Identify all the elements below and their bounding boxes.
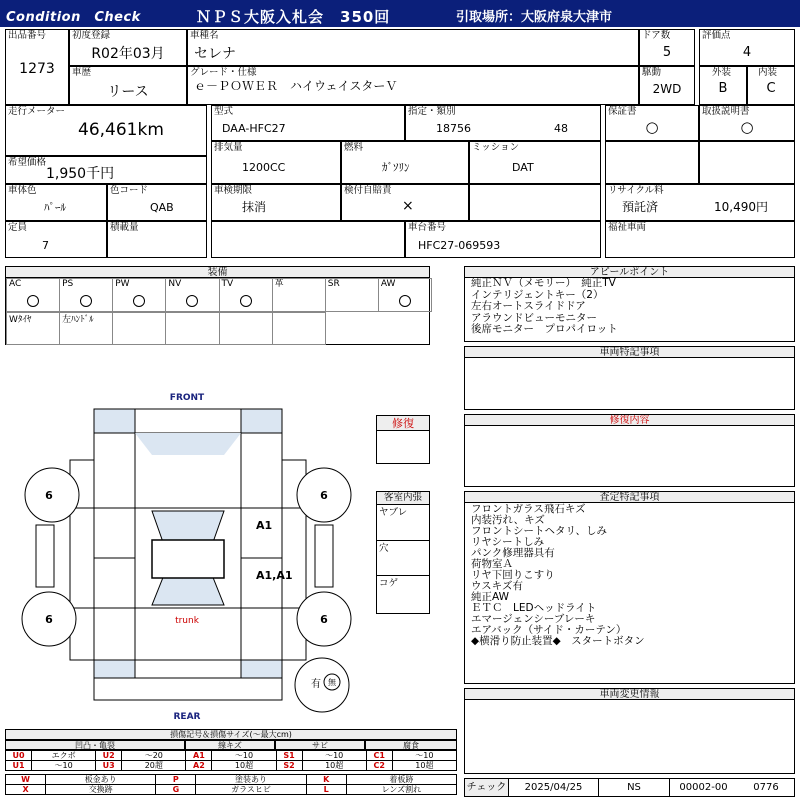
legend-header-scratch: 線キズ	[185, 740, 275, 750]
recycle-status: 預託済	[622, 200, 659, 214]
color-code: QAB	[150, 201, 174, 214]
legend-mark-code: W	[6, 775, 46, 785]
legend-mark-desc: 板金あり	[46, 775, 156, 785]
front-label: FRONT	[169, 393, 205, 403]
exterior-cell: 外装 B	[699, 66, 747, 105]
equipment-2: PS	[59, 278, 113, 312]
left-mirror	[36, 525, 54, 587]
special-notes-box	[464, 346, 795, 410]
inspection-note-line: リヤ下回りこすり	[471, 569, 555, 581]
first-registration: R02年03月	[91, 46, 165, 62]
legend-desc: 10超	[302, 761, 366, 771]
check-date: 2025/04/25	[509, 779, 599, 796]
equipment-extra-4	[165, 312, 219, 345]
check-label: チェック	[465, 779, 509, 796]
panel-hood-left	[94, 433, 135, 508]
manual: ○	[740, 118, 754, 136]
legend-mark-desc: 塗装あり	[196, 775, 306, 785]
panel-right-door-rear	[241, 558, 282, 608]
panel-rear-right-corner	[241, 660, 282, 678]
legend-desc: ～10	[392, 751, 456, 761]
equipment-3: PW	[112, 278, 166, 312]
inspection-expiry: 抹消	[242, 200, 267, 214]
price: 1,950千円	[46, 166, 115, 182]
designation-class: 48	[554, 122, 568, 135]
auction-title: ＮＰＳ大阪入札会 350回	[196, 8, 391, 26]
legend-code: S1	[276, 751, 302, 761]
legend-code: A2	[186, 761, 212, 771]
interior-tear: ヤブレ	[377, 505, 429, 541]
warranty: ○	[645, 118, 659, 136]
legend	[5, 729, 457, 797]
displacement: 1200CC	[242, 161, 286, 174]
equipment-6: 革	[272, 278, 326, 312]
price-cell: 希望価格 1,950千円	[5, 156, 207, 184]
trunk-label: trunk	[175, 616, 199, 626]
condition-check-title: Condition Check	[6, 10, 141, 25]
panel-trunk-right	[241, 608, 282, 660]
equipment-extra-5	[219, 312, 273, 345]
front-windshield	[135, 433, 241, 455]
tire-front-right-value: 6	[320, 489, 328, 502]
grade: ｅ－ＰＯＷＥＲ ハイウェイスターＶ	[194, 79, 398, 93]
right-mirror	[315, 525, 333, 587]
legend-desc: 10超	[392, 761, 456, 771]
equipment-7: SR	[325, 278, 379, 312]
appeal-points-header: アピールポイント	[464, 266, 795, 278]
panel-left-door-rear	[94, 558, 135, 608]
color-cell: 車体色 ﾊﾟｰﾙ	[5, 184, 107, 221]
doors: 5	[662, 45, 672, 60]
panel-front-left-corner	[94, 409, 135, 433]
roof-center	[152, 540, 224, 578]
legend-header-dent: 凹凸・亀裂	[5, 740, 185, 750]
chassis-number: HFC27-069593	[418, 239, 501, 252]
tire-rear-left-value: 6	[45, 613, 53, 626]
equipment-extra-3	[112, 312, 166, 345]
inspection-note-line: エアバック（サイド・カーテン）	[471, 624, 627, 636]
legend-desc: 10超	[212, 761, 276, 771]
drive-cell: 駆動 2WD	[639, 66, 695, 105]
equipment-8: AW	[378, 278, 432, 312]
rating-cell: 評価点 4	[699, 29, 795, 66]
car-name: セレナ	[194, 46, 236, 62]
legend-mark-code: L	[306, 785, 346, 795]
fuel-cell: 燃料 ｶﾞｿﾘﾝ	[341, 141, 469, 184]
car-diagram	[0, 385, 376, 725]
inspection-notes-header: 査定特記事項	[464, 491, 795, 503]
grade-cell: グレード・仕様 ｅ－ＰＯＷＥＲ ハイウェイスターＶ	[187, 66, 639, 105]
capacity-cell: 定員 7	[5, 221, 107, 258]
appeal-points-box	[464, 266, 795, 342]
panel-trunk-left	[94, 608, 135, 660]
mission: DAT	[512, 161, 534, 174]
equipment-grid	[5, 277, 430, 345]
repair-content-header: 修復内容	[464, 414, 795, 426]
interior-burn: コゲ	[379, 578, 399, 589]
inspection-note-line: リヤシートしみ	[471, 536, 545, 548]
equipment-extra-6	[272, 312, 326, 345]
blank-cell-right	[605, 141, 699, 184]
legend-mark-desc: レンズ割れ	[346, 785, 456, 795]
inspection-note-line: パンク修理器具有	[471, 547, 555, 559]
legend-code: A1	[186, 751, 212, 761]
inspector: NS	[627, 782, 641, 793]
blank-cell-right-2	[699, 141, 795, 184]
appeal-line: アラウンドビューモニター	[471, 311, 597, 324]
history-cell: 車歴 リース	[69, 66, 187, 105]
repair-content-box	[464, 414, 795, 487]
legend-title: 損傷記号＆損傷サイズ(～最大cm)	[5, 729, 457, 740]
rating: 4	[742, 45, 752, 60]
rear-glass	[152, 575, 224, 605]
legend-code: C1	[366, 751, 392, 761]
blank-cell-left	[211, 221, 405, 258]
spare-tire	[295, 658, 349, 712]
legend-mark-code: X	[6, 785, 46, 795]
legend-desc: ～10	[302, 751, 366, 761]
equipment-4: NV	[165, 278, 219, 312]
special-notes-header: 車両特記事項	[464, 346, 795, 358]
equipment-check-mark	[240, 295, 252, 307]
insurance: ×	[402, 198, 414, 214]
panel-front-right-corner	[241, 409, 282, 433]
inspection-notes-list	[471, 504, 645, 647]
legend-mark-code: G	[156, 785, 196, 795]
equipment-header: 装備	[5, 266, 430, 278]
repair-box-header: 修復	[376, 415, 430, 431]
inspection-note-line: ＥＴＣ LEDヘッドライト	[471, 602, 597, 614]
drive: 2WD	[652, 82, 682, 96]
interior-grade: C	[766, 81, 776, 96]
equipment-1: AC	[6, 278, 60, 312]
displacement-cell: 排気量 1200CC	[211, 141, 341, 184]
model-cell: 型式 DAA-HFC27	[211, 105, 405, 141]
inspection-note-line: フロントガラス飛石キズ	[471, 503, 586, 515]
lot-number: 1273	[19, 61, 55, 77]
color-code-cell: 色コード QAB	[107, 184, 207, 221]
pickup-location: 引取場所：大阪府泉大津市	[456, 10, 613, 25]
welfare-cell: 福祉車両	[605, 221, 795, 258]
inspection-note-line: ◆横滑り防止装置◆ スタートボタン	[471, 635, 645, 647]
tire-rear-right-value: 6	[320, 613, 328, 626]
footer-code: 00002-00	[669, 779, 737, 796]
recycle-cell: リサイクル料 預託済 10,490円	[605, 184, 795, 221]
damage-mark-right-door-front: A1	[256, 519, 273, 532]
designation-number: 18756	[436, 122, 471, 135]
legend-code: U1	[6, 761, 32, 771]
appeal-points-list	[471, 278, 618, 336]
legend-code: S2	[276, 761, 302, 771]
legend-code: U3	[96, 761, 122, 771]
equipment-extra-1: Wﾀｲﾔ	[6, 312, 60, 345]
legend-desc: ～10	[32, 761, 96, 771]
legend-desc: 20超	[122, 761, 186, 771]
legend-code: U2	[96, 751, 122, 761]
panel-rear-bottom	[94, 678, 282, 700]
manual-cell: 取扱説明書 ○	[699, 105, 795, 141]
panel-rear-bumper	[135, 660, 241, 678]
appeal-line: インテリジェントキー（2）	[471, 288, 604, 301]
vehicle-change-box	[464, 688, 795, 774]
mileage: 46,461km	[78, 120, 164, 140]
damage-mark-right-door-rear: A1,A1	[256, 569, 293, 582]
appeal-line: 純正ＮＶ（メモリー） 純正TV	[471, 277, 616, 289]
insurance-cell: 検付自賠責 ×	[341, 184, 469, 221]
blank-cell-mid	[469, 184, 601, 221]
panel-front-bumper	[135, 409, 241, 433]
inspection-note-line: 内装汚れ、キズ	[471, 514, 545, 526]
appeal-line: 左右オートスライドドア	[471, 300, 586, 312]
equipment-check-mark	[80, 295, 92, 307]
interior-damage-header: 客室内張	[376, 491, 430, 505]
equipment-5: TV	[219, 278, 273, 312]
interior-hole: 穴	[377, 541, 429, 576]
mission-cell: ミッション DAT	[469, 141, 601, 184]
inspection-note-line: 純正AW	[471, 591, 509, 603]
equipment-check-mark	[186, 295, 198, 307]
designation-cell: 指定・類別 18756 48	[405, 105, 601, 141]
model: DAA-HFC27	[222, 122, 286, 135]
appeal-line: 後席モニター プロパイロット	[471, 323, 618, 335]
recycle-amount: 10,490円	[714, 200, 768, 214]
legend-mark-desc: 着板跡	[346, 775, 456, 785]
inspection-note-line: 荷物室Ａ	[471, 558, 513, 570]
inspection-note-line: フロントシートヘタリ、しみ	[471, 525, 607, 537]
rear-label: REAR	[173, 712, 201, 722]
warranty-cell: 保証書 ○	[605, 105, 699, 141]
legend-header-rust: サビ	[275, 740, 365, 750]
legend-damage-table	[5, 750, 457, 771]
panel-hood-right	[241, 433, 282, 508]
panel-right-door-front	[241, 508, 282, 558]
equipment-check-mark	[399, 295, 411, 307]
legend-mark-desc: 交換跡	[46, 785, 156, 795]
legend-desc: エクボ	[32, 751, 96, 761]
inspection-notes-box	[464, 491, 795, 684]
exterior-grade: B	[718, 81, 728, 96]
capacity: 7	[42, 239, 49, 252]
legend-mark-code: P	[156, 775, 196, 785]
inspection-note-line: ウスキズ有	[471, 580, 523, 592]
inspection-note-line: エマージェンシーブレーキ	[471, 613, 596, 625]
repair-box	[376, 415, 430, 464]
equipment-check-mark	[27, 295, 39, 307]
legend-desc: ～20	[122, 751, 186, 761]
mileage-cell: 走行メーター 46,461km	[5, 105, 207, 156]
title-bar	[0, 0, 800, 27]
spare-mark: 無	[328, 678, 336, 687]
legend-code: C2	[366, 761, 392, 771]
legend-marks-table	[5, 774, 457, 795]
first-registration-cell: 初度登録 R02年03月	[69, 29, 187, 66]
fuel: ｶﾞｿﾘﾝ	[382, 161, 410, 174]
inspection-cell: 車検期限 抹消	[211, 184, 341, 221]
legend-header-corrosion: 腐食	[365, 740, 457, 750]
spare-label: 有	[311, 679, 321, 690]
car-name-cell: 車種名 セレナ	[187, 29, 639, 66]
panel-left-side	[70, 508, 94, 608]
interior-cell: 内装 C	[747, 66, 795, 105]
history: リース	[107, 84, 149, 100]
legend-mark-code: K	[306, 775, 346, 785]
tire-front-left-value: 6	[45, 489, 53, 502]
panel-rear-left-corner	[94, 660, 135, 678]
body-color: ﾊﾟｰﾙ	[44, 201, 66, 214]
equipment-extra-2: 左ﾊﾝﾄﾞﾙ	[59, 312, 113, 345]
panel-left-door-front	[94, 508, 135, 558]
legend-mark-desc: ガラスヒビ	[196, 785, 306, 795]
footer	[464, 778, 795, 797]
equipment-check-mark	[133, 295, 145, 307]
chassis-cell: 車台番号 HFC27-069593	[405, 221, 601, 258]
interior-damage-box	[376, 491, 430, 614]
legend-code: U0	[6, 751, 32, 761]
doors-cell: ドア数 5	[639, 29, 695, 66]
panel-right-side	[282, 508, 306, 608]
legend-desc: ～10	[212, 751, 276, 761]
vehicle-change-header: 車両変更情報	[464, 688, 795, 700]
lot-number-cell: 出品番号 1273	[5, 29, 69, 105]
load-cell: 積載量	[107, 221, 207, 258]
footer-number: 0776	[753, 782, 779, 793]
